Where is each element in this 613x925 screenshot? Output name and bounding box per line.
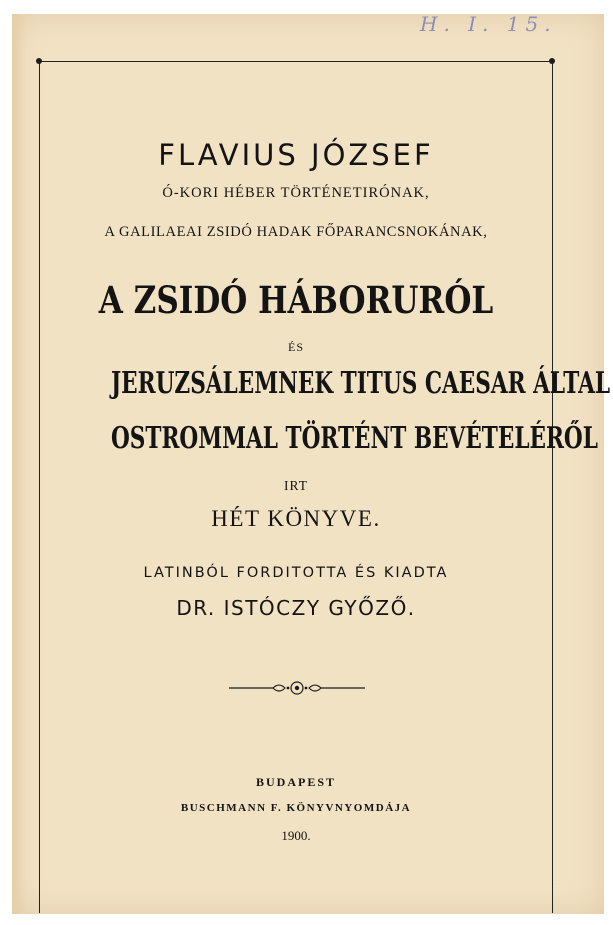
wrote-label: IRT xyxy=(284,478,308,493)
author-description-2: A GALILAEAI ZSIDÓ HADAK FŐPARANCSNOKÁNAK, xyxy=(104,224,488,240)
book-title-line-2: JERUZSÁLEMNEK TITUS CAESAR ÁLTAL xyxy=(110,366,611,401)
publication-city: BUDAPEST xyxy=(255,775,336,789)
corner-dot-icon xyxy=(36,58,42,64)
author-description-1: Ó-KORI HÉBER TÖRTÉNETIRÓNAK, xyxy=(162,185,430,201)
paper-edge xyxy=(12,14,26,914)
publication-year: 1900. xyxy=(281,828,311,843)
printer-name: BUSCHMANN F. KÖNYVNYOMDÁJA xyxy=(180,802,412,814)
ornament-rule-icon xyxy=(229,678,365,698)
books-count: HÉT KÖNYVE. xyxy=(211,506,381,531)
book-title-line-3: OSTROMMAL TÖRTÉNT BEVÉTELÉRŐL xyxy=(110,421,598,456)
translation-credit: LATINBÓL FORDITOTTA ÉS KIADTA xyxy=(143,565,449,581)
corner-dot-icon xyxy=(549,58,555,64)
author-name: FLAVIUS JÓZSEF xyxy=(158,138,434,172)
title-conjunction: ÉS xyxy=(287,340,304,354)
translator-name: DR. ISTÓCZY GYŐZŐ. xyxy=(176,596,416,620)
book-title: A ZSIDÓ HÁBORURÓL xyxy=(98,278,494,322)
pencil-annotation: H. I. 15. xyxy=(420,12,557,36)
